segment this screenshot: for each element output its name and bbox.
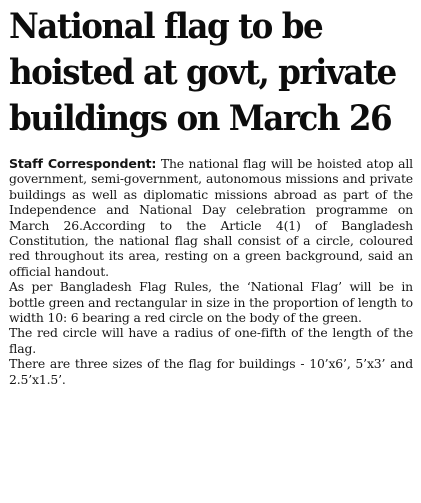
article-paragraph: There are three sizes of the flag for buildings - 10’x6’, 5’x3’ and 2.5’x1.5’. xyxy=(9,356,413,387)
article-paragraph xyxy=(9,156,413,279)
headline-line: National flag to be xyxy=(9,6,323,47)
article-body xyxy=(9,156,413,387)
byline: Staff Correspondent: xyxy=(9,156,157,171)
article-paragraph: As per Bangladesh Flag Rules, the ‘National Flag’ will be in bottle green and rectangular in size in the proportion of length to width 10: 6 bearing a red circle on the body of the green. xyxy=(9,279,413,326)
paragraph-text: The national flag will be hoisted atop all government, semi-government, autonomous missions and private buildings as well as diplomatic missions abroad as part of the Independence and National Day celebration programme on March 26.According to the Article 4(1) of Bangladesh Constitution, the national flag shall consist of a circle, coloured red throughout its area, resting on a green background, said an official handout. xyxy=(9,156,413,279)
headline-line: hoisted at govt, private xyxy=(9,52,396,93)
headline xyxy=(9,4,418,142)
article-paragraph: The red circle will have a radius of one-fifth of the length of the flag. xyxy=(9,325,413,356)
headline-line: buildings on March 26 xyxy=(9,98,392,139)
